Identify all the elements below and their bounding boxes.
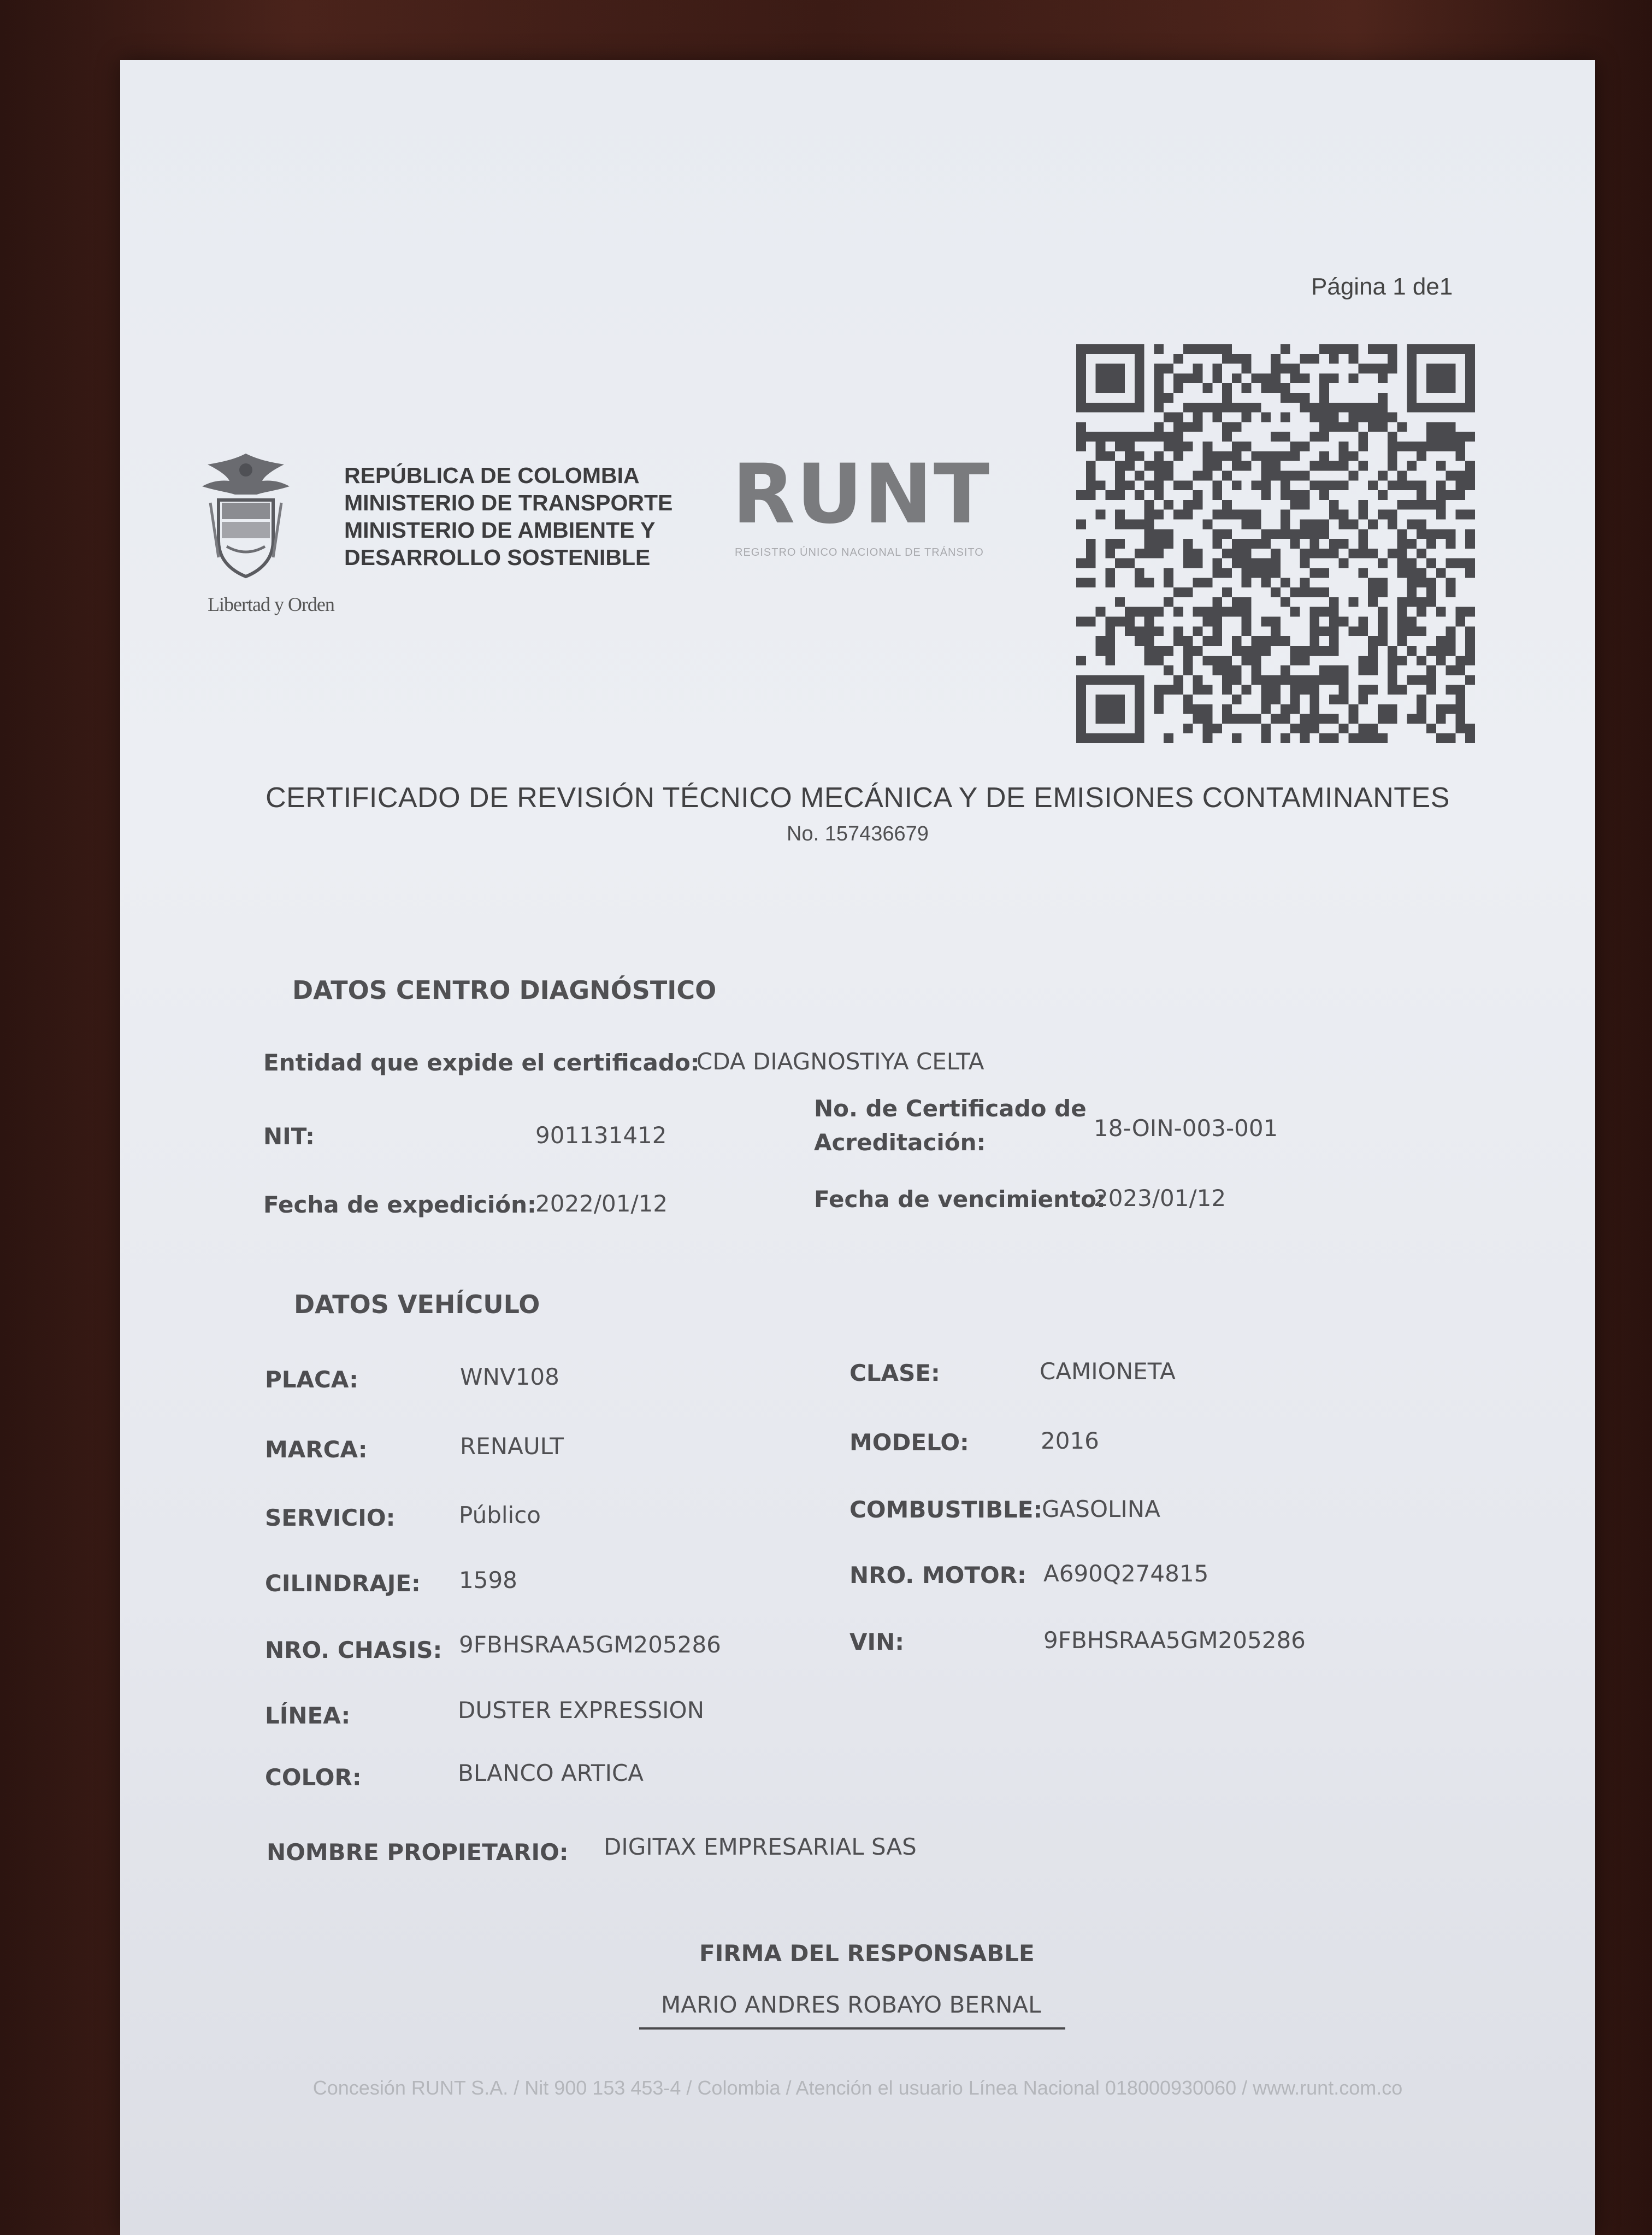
gov-line: REPÚBLICA DE COLOMBIA [344,463,640,488]
gov-line: DESARROLLO SOSTENIBLE [344,545,651,570]
chasis-value: 9FBHSRAA5GM205286 [459,1631,721,1658]
linea-value: DUSTER EXPRESSION [458,1697,705,1724]
gov-line: MINISTERIO DE AMBIENTE Y [344,517,656,543]
issue-date-value: 2022/01/12 [535,1190,668,1217]
cilindraje-value: 1598 [459,1567,517,1593]
chasis-label: NRO. CHASIS: [265,1637,442,1663]
modelo-value: 2016 [1041,1427,1099,1454]
signature-name: MARIO ANDRES ROBAYO BERNAL [661,1991,1041,2018]
runt-logo-subtitle: REGISTRO ÚNICO NACIONAL DE TRÁNSITO [735,546,984,558]
gov-line: MINISTERIO DE TRANSPORTE [344,490,673,515]
clase-label: CLASE: [849,1360,940,1386]
combustible-label: COMBUSTIBLE: [849,1496,1043,1523]
certificate-page [120,60,1595,2235]
linea-label: LÍNEA: [265,1702,351,1729]
motor-label: NRO. MOTOR: [849,1562,1026,1589]
motto-text: Libertad y Orden [208,593,334,615]
qr-finder-pattern [1076,675,1144,743]
accreditation-label [814,1092,1087,1160]
clase-value: CAMIONETA [1040,1358,1176,1385]
nit-label: NIT: [263,1123,315,1150]
modelo-label: MODELO: [849,1429,969,1456]
owner-label: NOMBRE PROPIETARIO: [267,1839,569,1866]
expiry-date-value: 2023/01/12 [1094,1185,1226,1211]
motor-value: A690Q274815 [1043,1560,1209,1587]
section-heading-vehicle: DATOS VEHÍCULO [294,1290,540,1319]
owner-value: DIGITAX EMPRESARIAL SAS [604,1833,917,1860]
nit-value: 901131412 [535,1122,667,1149]
cilindraje-label: CILINDRAJE: [265,1570,421,1597]
issue-date-label: Fecha de expedición: [263,1191,536,1218]
servicio-label: SERVICIO: [265,1504,396,1531]
servicio-value: Público [459,1502,541,1528]
placa-label: PLACA: [265,1366,358,1393]
document-title: CERTIFICADO DE REVISIÓN TÉCNICO MECÁNICA Y DE EMISIONES CONTAMINANTES [266,782,1450,814]
document-number: No. 157436679 [787,822,929,845]
entity-label: Entidad que expide el certificado: [263,1049,700,1076]
signature-line [639,2027,1065,2030]
section-heading-diagnostic-center: DATOS CENTRO DIAGNÓSTICO [292,975,717,1005]
accreditation-value: 18-OIN-003-001 [1094,1115,1278,1142]
qr-finder-pattern [1076,344,1144,413]
vin-value: 9FBHSRAA5GM205286 [1043,1627,1306,1654]
marca-value: RENAULT [460,1433,564,1460]
accreditation-label-line: No. de Certificado de [814,1095,1087,1122]
accreditation-label-line: Acreditación: [814,1129,986,1156]
combustible-value: GASOLINA [1042,1496,1160,1522]
colombia-coat-of-arms-icon [197,448,295,590]
color-label: COLOR: [265,1764,362,1791]
signature-heading: FIRMA DEL RESPONSABLE [699,1940,1035,1967]
color-value: BLANCO ARTICA [458,1760,644,1786]
qr-code-icon [1076,344,1475,743]
page-number: Página 1 de1 [1311,273,1453,300]
expiry-date-label: Fecha de vencimiento: [814,1186,1106,1213]
qr-finder-pattern [1407,344,1475,413]
vin-label: VIN: [849,1628,905,1655]
entity-value: CDA DIAGNOSTIYA CELTA [697,1048,984,1075]
runt-logo: RUNT [732,447,991,542]
footer-text: Concesión RUNT S.A. / Nit 900 153 453-4 / Colombia / Atención el usuario Línea Nacional 018000930060 / www.runt.com.co [312,2077,1403,2099]
government-header [344,462,672,571]
marca-label: MARCA: [265,1436,368,1463]
placa-value: WNV108 [460,1363,559,1390]
